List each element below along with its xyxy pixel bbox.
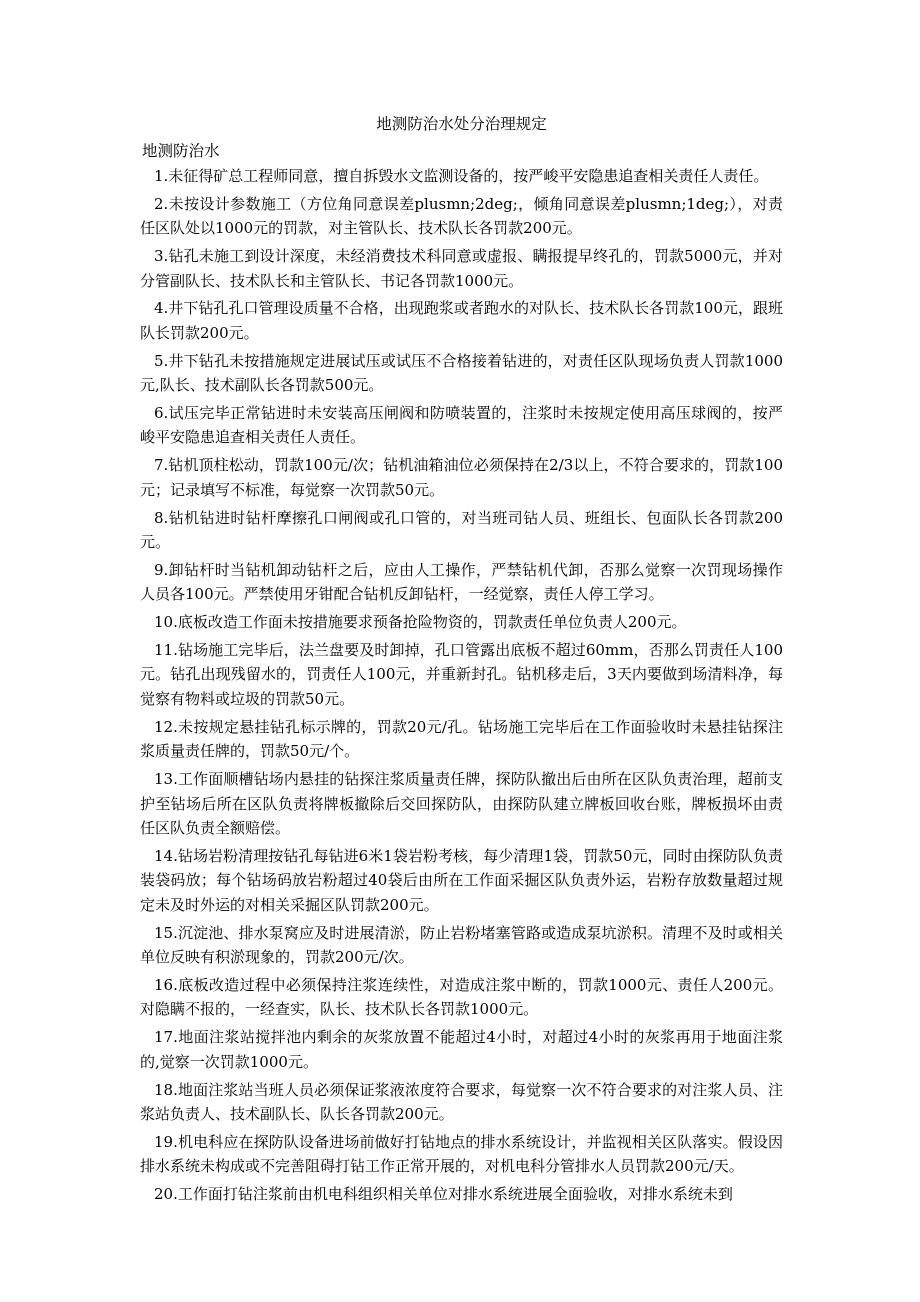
regulation-item: 1.未征得矿总工程师同意，擅自拆毁水文监测设备的，按严峻平安隐患追查相关责任人责任。 — [154, 167, 769, 185]
regulation-item: 20.工作面打钻注浆前由机电科组织相关单位对排水系统进展全面验收，对排水系统未到 — [154, 1185, 733, 1204]
regulation-item: 12.未按规定悬挂钻孔标示牌的，罚款20元/孔。钻场施工完毕后在工作面验收时未悬挂钻探注浆质量责任牌的，罚款50元/个。 — [140, 717, 783, 761]
regulation-item: 6.试压完毕正常钻进时未安装高压闸阀和防喷装置的，注浆时未按规定使用高压球阀的，按严峻平安隐患追查相关责任人责任。 — [140, 403, 783, 447]
document-title: 地测防治水处分治理规定 — [376, 115, 547, 133]
regulation-item: 13.工作面顺槽钻场内悬挂的钻探注浆质量责任牌，探防队撤出后由所在区队负责治理，超前支护至钻场后所在区队负责将牌板撤除后交回探防队，由探防队建立牌板回收台账，牌板损坏由责任区队负责全额赔偿。 — [140, 770, 783, 838]
regulation-item: 3.钻孔未施工到设计深度，未经消费技术科同意或虚报、瞒报提早终孔的，罚款5000元，并对分管副队长、技术队长和主管队长、书记各罚款1000元。 — [140, 247, 783, 290]
regulation-item: 5.井下钻孔未按措施规定进展试压或试压不合格接着钻进的，对责任区队现场负责人罚款1000元,队长、技术副队长各罚款500元。 — [140, 351, 783, 395]
regulation-item: 19.机电科应在探防队设备进场前做好打钻地点的排水系统设计，并监视相关区队落实。假设因排水系统未构成或不完善阻碍打钻工作正常开展的，对机电科分管排水人员罚款200元/天。 — [140, 1132, 783, 1176]
regulation-item: 7.钻机顶柱松动，罚款100元/次；钻机油箱油位必须保持在2/3以上，不符合要求的，罚款100元；记录填写不标准，每觉察一次罚款50元。 — [140, 456, 783, 499]
regulation-item: 8.钻机钻进时钻杆摩擦孔口闸阀或孔口管的，对当班司钻人员、班组长、包面队长各罚款200元。 — [140, 508, 783, 552]
regulation-item: 9.卸钻杆时当钻机卸动钻杆之后，应由人工操作，严禁钻机代卸，否那么觉察一次罚现场操作人员各100元。严禁使用牙钳配合钻机反卸钻杆，一经觉察，责任人停工学习。 — [140, 560, 783, 604]
regulation-item: 15.沉淀池、排水泵窝应及时进展清淤，防止岩粉堵塞管路或造成泵坑淤积。清理不及时或相关单位反映有积淤现象的，罚款200元/次。 — [140, 923, 783, 967]
regulation-item: 17.地面注浆站搅拌池内剩余的灰浆放置不能超过4小时，对超过4小时的灰浆再用于地面注浆的,觉察一次罚款1000元。 — [140, 1028, 783, 1071]
regulation-item: 10.底板改造工作面未按措施要求预备抢险物资的，罚款责任单位负责人200元。 — [154, 613, 687, 632]
regulation-list — [140, 164, 783, 1207]
document-subtitle: 地测防治水 — [142, 142, 220, 160]
document-page — [140, 112, 783, 1210]
regulation-item: 11.钻场施工完毕后，法兰盘要及时卸掉，孔口管露出底板不超过60mm，否那么罚责任人100元。钻孔出现残留水的，罚责任人100元，并重新封孔。钻机移走后，3天内要做到场清料净，每觉察有物料或垃圾的罚款50元。 — [140, 640, 783, 708]
regulation-item: 18.地面注浆站当班人员必须保证浆液浓度符合要求，每觉察一次不符合要求的对注浆人员、注浆站负责人、技术副队长、队长各罚款200元。 — [140, 1080, 783, 1124]
regulation-item: 4.井下钻孔孔口管理设质量不合格，出现跑浆或者跑水的对队长、技术队长各罚款100元，跟班队长罚款200元。 — [140, 299, 783, 342]
regulation-item: 14.钻场岩粉清理按钻孔每钻进6米1袋岩粉考核，每少清理1袋，罚款50元，同时由探防队负责装袋码放；每个钻场码放岩粉超过40袋后由所在工作面采掘区队负责外运，岩粉存放数量超过规定未及时外运的对相关采掘区队罚款200元。 — [140, 846, 783, 914]
regulation-item: 2.未按设计参数施工（方位角同意误差plusmn;2deg;，倾角同意误差plusmn;1deg;），对责任区队处以1000元的罚款，对主管队长、技术队长各罚款200元。 — [140, 194, 783, 238]
regulation-item: 16.底板改造过程中必须保持注浆连续性，对造成注浆中断的，罚款1000元、责任人200元。对隐瞒不报的，一经查实，队长、技术队长各罚款1000元。 — [140, 975, 783, 1019]
